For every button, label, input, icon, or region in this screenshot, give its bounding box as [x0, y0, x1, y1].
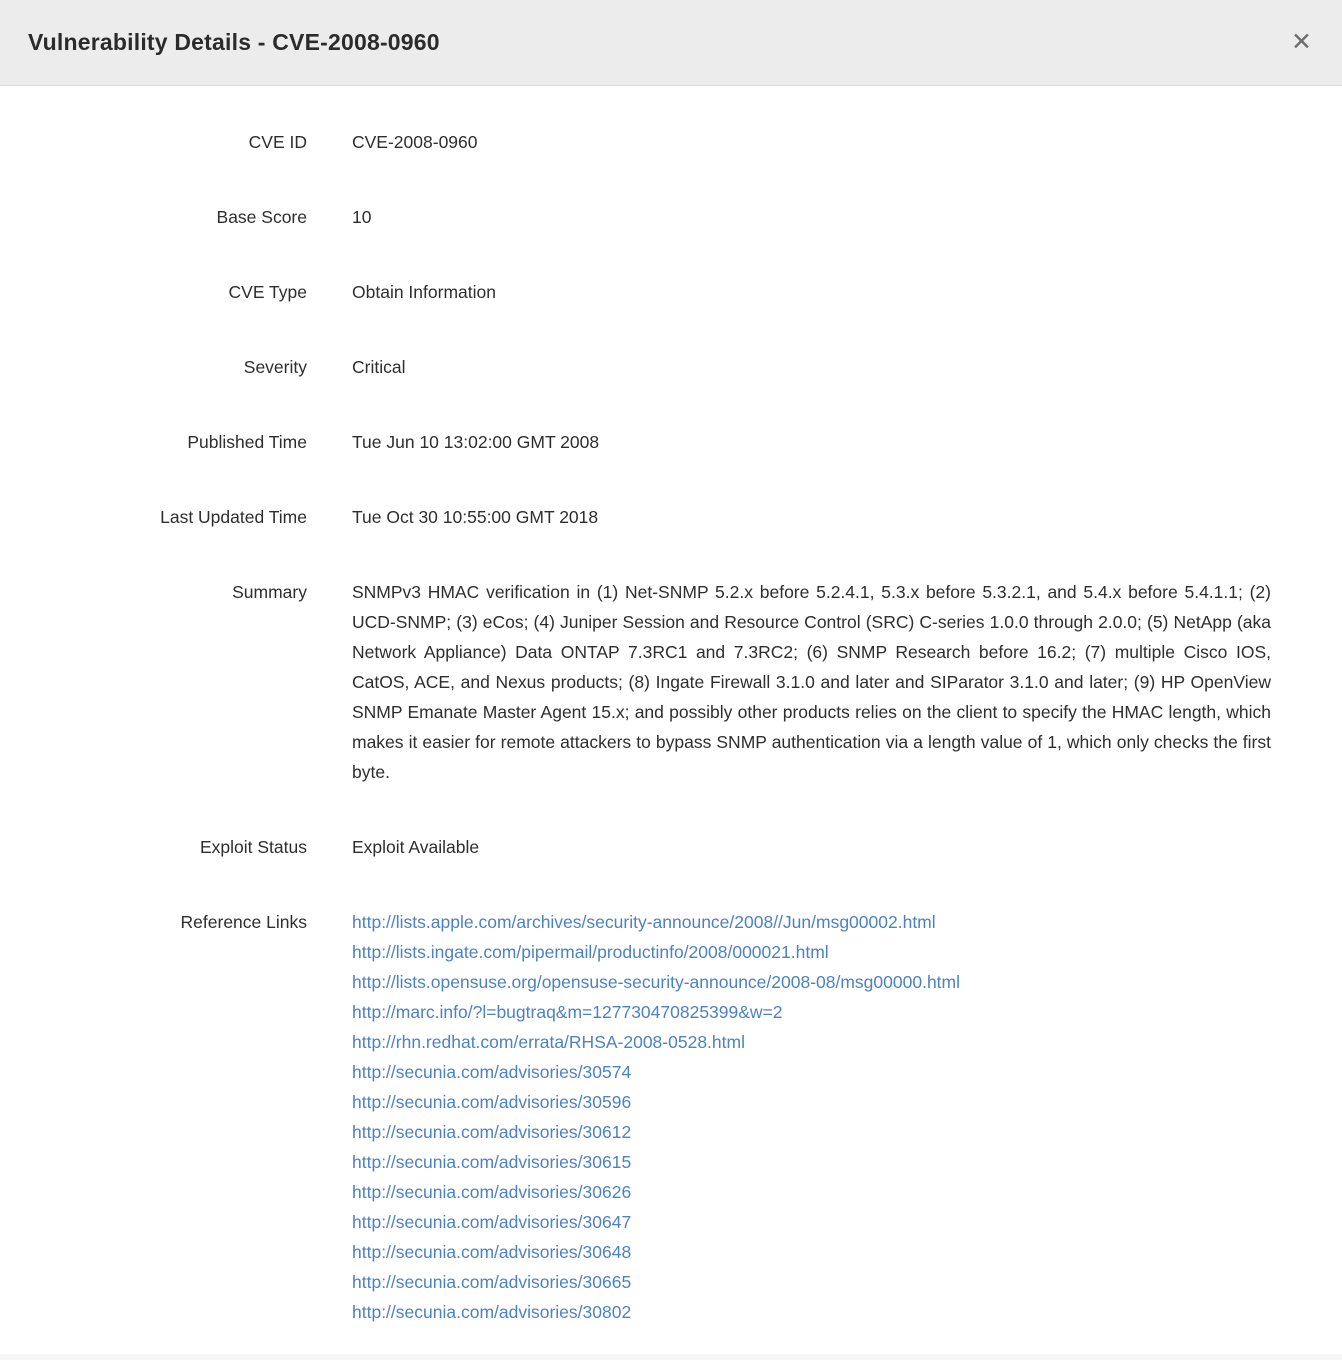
- field-row-base-score: [0, 202, 1342, 232]
- reference-link[interactable]: http://lists.ingate.com/pipermail/productinfo/2008/000021.html: [352, 942, 829, 962]
- reference-link[interactable]: http://secunia.com/advisories/30626: [352, 1182, 632, 1202]
- exploit-status-value: Exploit Available: [352, 837, 480, 857]
- severity-label: Severity: [243, 357, 307, 377]
- last-updated-time-label: Last Updated Time: [160, 507, 307, 527]
- field-row-reference-links: [0, 907, 1342, 1327]
- reference-link[interactable]: http://marc.info/?l=bugtraq&m=127730470825399&w=2: [352, 1002, 783, 1022]
- published-time-label: Published Time: [187, 432, 307, 452]
- reference-link[interactable]: http://secunia.com/advisories/30648: [352, 1242, 632, 1262]
- cve-type-value: Obtain Information: [352, 282, 496, 302]
- cve-type-label: CVE Type: [228, 282, 307, 302]
- last-updated-time-value: Tue Oct 30 10:55:00 GMT 2018: [352, 507, 599, 527]
- modal-body: [0, 86, 1342, 1327]
- modal-header: [0, 0, 1342, 86]
- field-row-severity: [0, 352, 1342, 382]
- field-row-exploit-status: [0, 832, 1342, 862]
- field-row-published-time: [0, 427, 1342, 457]
- modal-title: Vulnerability Details - CVE-2008-0960: [28, 29, 440, 55]
- reference-links-list: [352, 907, 1271, 1327]
- exploit-status-label: Exploit Status: [200, 837, 307, 857]
- reference-link[interactable]: http://secunia.com/advisories/30802: [352, 1302, 632, 1322]
- severity-value: Critical: [352, 357, 406, 377]
- base-score-label: Base Score: [216, 207, 307, 227]
- reference-link[interactable]: http://secunia.com/advisories/30574: [352, 1062, 632, 1082]
- reference-link[interactable]: http://secunia.com/advisories/30612: [352, 1122, 632, 1142]
- reference-links-label: Reference Links: [180, 912, 307, 932]
- field-row-cve-id: [0, 127, 1342, 157]
- summary-value: SNMPv3 HMAC verification in (1) Net-SNMP 5.2.x before 5.2.4.1, 5.3.x before 5.3.2.1, and 5.4.x before 5.4.1.1; (2) UCD-SNMP; (3) eCos; (4) Juniper Session and Resource Control (SRC) C-series 1.0.0 through 2.0.0; (5) NetApp (aka Network Appliance) Data ONTAP 7.3RC1 and 7.3RC2; (6) SNMP Research before 16.2; (7) multiple Cisco IOS, CatOS, ACE, and Nexus products; (8) Ingate Firewall 3.1.0 and later and SIParator 3.1.0 and later; (9) HP OpenView SNMP Emanate Master Agent 15.x; and possibly other products relies on the client to specify the HMAC length, which makes it easier for remote attackers to bypass SNMP authentication via a length value of 1, which only checks the first byte.: [352, 582, 1271, 782]
- close-icon[interactable]: ✕: [1291, 28, 1312, 56]
- reference-link[interactable]: http://lists.apple.com/archives/security-announce/2008//Jun/msg00002.html: [352, 912, 936, 932]
- reference-link[interactable]: http://lists.opensuse.org/opensuse-security-announce/2008-08/msg00000.html: [352, 972, 961, 992]
- field-row-summary: [0, 577, 1342, 787]
- base-score-value: 10: [352, 207, 372, 227]
- published-time-value: Tue Jun 10 13:02:00 GMT 2008: [352, 432, 600, 452]
- reference-link[interactable]: http://secunia.com/advisories/30647: [352, 1212, 632, 1232]
- summary-label: Summary: [232, 582, 307, 602]
- reference-link[interactable]: http://secunia.com/advisories/30596: [352, 1092, 632, 1112]
- cve-id-value: CVE-2008-0960: [352, 132, 478, 152]
- field-row-cve-type: [0, 277, 1342, 307]
- reference-link[interactable]: http://secunia.com/advisories/30665: [352, 1272, 632, 1292]
- modal-bottom-edge: [0, 1354, 1342, 1360]
- field-row-last-updated-time: [0, 502, 1342, 532]
- cve-id-label: CVE ID: [248, 132, 307, 152]
- reference-link[interactable]: http://secunia.com/advisories/30615: [352, 1152, 632, 1172]
- reference-link[interactable]: http://rhn.redhat.com/errata/RHSA-2008-0528.html: [352, 1032, 745, 1052]
